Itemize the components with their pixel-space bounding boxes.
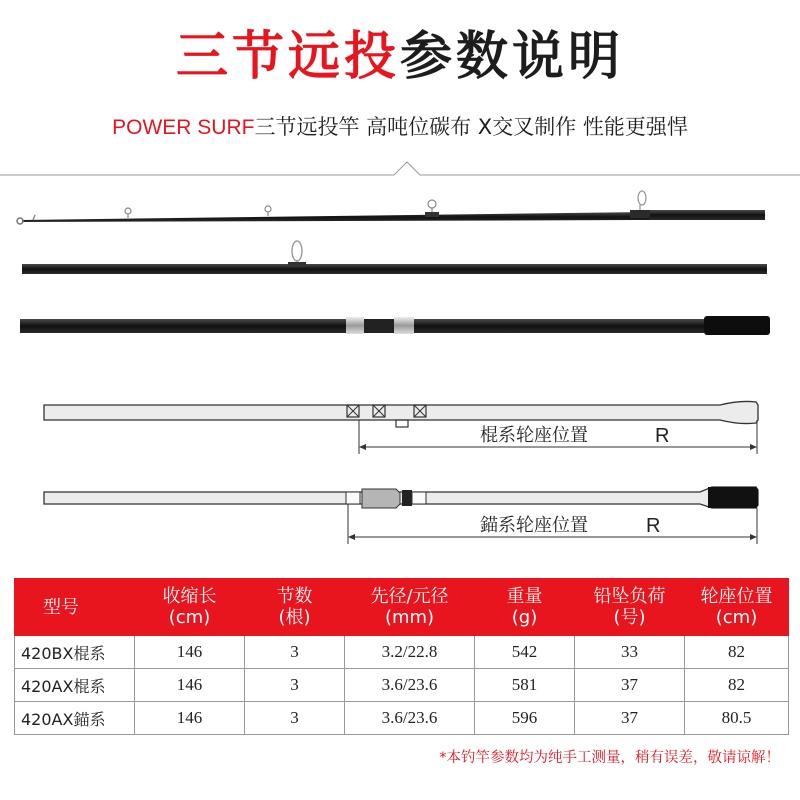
header-label: 收缩长: [162, 586, 217, 607]
table-header-col-length: [135, 579, 245, 636]
table-cell-col-seat: 80.5: [685, 702, 789, 735]
table-cell-col-diameter: 3.6/23.6: [345, 669, 475, 702]
reel-seat-diagram: [0, 392, 800, 552]
spinning-seat-marker: R: [646, 515, 661, 537]
header-unit: (g): [511, 607, 538, 628]
table-header-col-weight: [475, 579, 575, 636]
table-cell-col-diameter: 3.6/23.6: [345, 702, 475, 735]
table-cell-col-length: 146: [135, 702, 245, 735]
page-title: [0, 22, 800, 92]
table-header-col-seat: [685, 579, 789, 636]
table-cell-col-diameter: 3.2/22.8: [345, 636, 475, 669]
table-header-col-model: [15, 579, 135, 636]
table-row: [15, 669, 789, 702]
table-cell-col-length: 146: [135, 636, 245, 669]
table-cell-col-model: 420AX錨系: [15, 702, 135, 735]
title-red: 三节远投: [175, 27, 400, 87]
spec-table: [14, 578, 789, 735]
rod-sections-image: [0, 190, 800, 350]
header-unit: (号): [613, 607, 646, 628]
table-cell-col-sections: 3: [245, 636, 345, 669]
table-header-col-sinker: [575, 579, 685, 636]
header-label: 型号: [43, 596, 79, 618]
rod-butt-section: [20, 316, 770, 335]
table-cell-col-sections: 3: [245, 669, 345, 702]
table-cell-col-weight: 542: [475, 636, 575, 669]
header-unit: (cm): [715, 607, 758, 628]
header-label: 轮座位置: [700, 586, 773, 607]
section-divider: [0, 160, 800, 190]
header-label: 节数: [276, 586, 313, 607]
rod-middle-section: [22, 241, 767, 274]
table-header-col-diameter: [345, 579, 475, 636]
spinning-seat-label: 錨系轮座位置: [480, 515, 588, 536]
header-unit: (cm): [168, 607, 211, 628]
table-cell-col-seat: 82: [685, 636, 789, 669]
table-cell-col-sinker: 33: [575, 636, 685, 669]
table-header-col-sections: [245, 579, 345, 636]
baitcast-rod-outline: [44, 401, 758, 454]
table-cell-col-length: 146: [135, 669, 245, 702]
table-cell-col-sinker: 37: [575, 669, 685, 702]
table-row: [15, 702, 789, 735]
title-dark: 参数说明: [400, 27, 625, 87]
baitcast-seat-marker: R: [655, 425, 670, 447]
subtitle-text: 三节远投竿 高吨位碳布 X交叉制作 性能更强悍: [254, 115, 688, 139]
table-cell-col-weight: 596: [475, 702, 575, 735]
table-cell-col-sections: 3: [245, 702, 345, 735]
header-label: 铅坠负荷: [593, 586, 666, 607]
header-label: 先径/元径: [370, 586, 449, 607]
table-cell-col-sinker: 37: [575, 702, 685, 735]
brand-name: POWER SURF: [112, 116, 255, 139]
table-row: [15, 636, 789, 669]
table-cell-col-model: 420BX棍系: [15, 636, 135, 669]
header-label: 重量: [506, 586, 543, 607]
header-unit: (根): [278, 607, 311, 628]
table-cell-col-weight: 581: [475, 669, 575, 702]
header-unit: (mm): [384, 607, 435, 628]
measurement-note: *本钓竿参数均为纯手工测量，稍有误差，敬请谅解！: [439, 750, 780, 766]
rod-tip-section: [17, 191, 765, 224]
baitcast-seat-label: 棍系轮座位置: [480, 425, 588, 446]
subtitle: [0, 112, 800, 143]
table-cell-col-model: 420AX棍系: [15, 669, 135, 702]
table-header-row: [15, 579, 789, 636]
table-cell-col-seat: 82: [685, 669, 789, 702]
